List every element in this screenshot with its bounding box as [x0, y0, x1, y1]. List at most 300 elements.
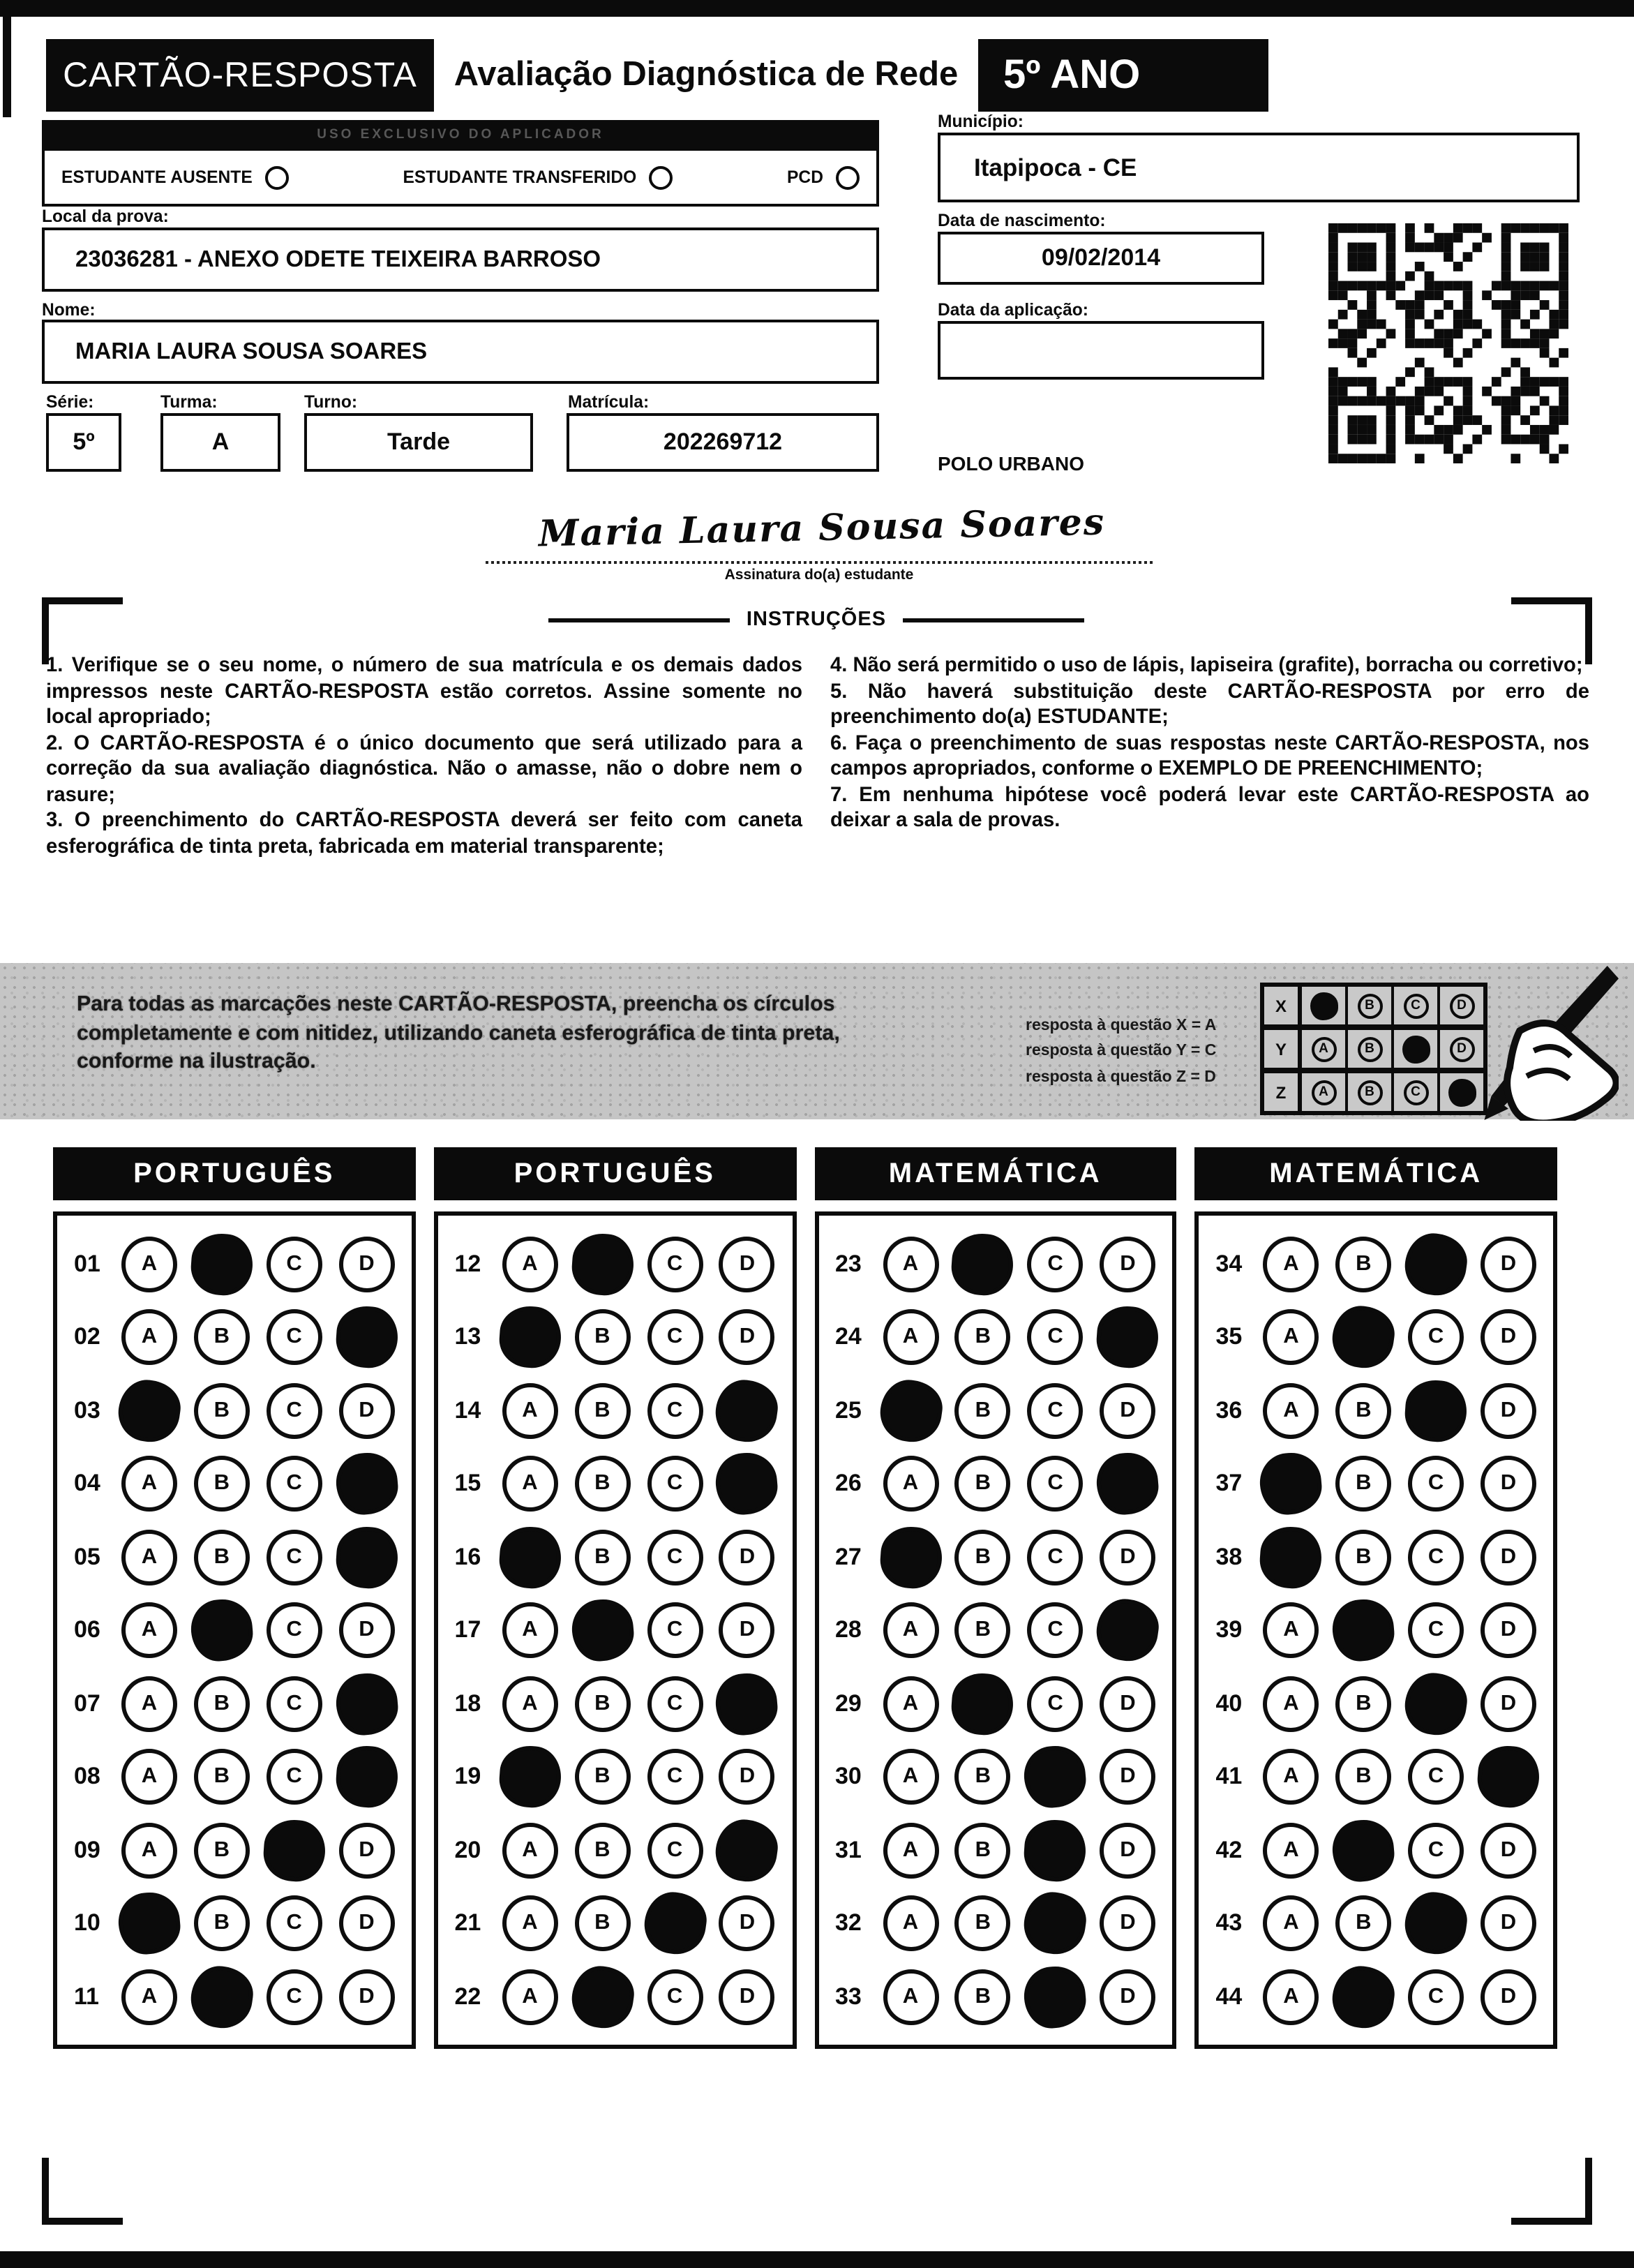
bubble-44-D[interactable]: D	[1481, 1969, 1536, 2024]
bubble-30-C[interactable]	[1022, 1743, 1088, 1810]
bubble-40-B[interactable]: B	[1335, 1676, 1391, 1731]
bubble-11-D[interactable]: D	[338, 1969, 394, 2024]
bubble-17-D[interactable]: D	[719, 1602, 775, 1658]
question-row	[438, 1382, 793, 1438]
bubble-group	[121, 1382, 395, 1438]
bubble-19-C[interactable]: C	[647, 1749, 703, 1805]
bubble-group	[121, 1309, 395, 1365]
bubble-13-A[interactable]	[497, 1304, 563, 1370]
bubble-03-D[interactable]: D	[338, 1382, 394, 1438]
question-number: 04	[74, 1470, 100, 1496]
bubble-21-A[interactable]: A	[502, 1895, 558, 1951]
bubble-37-D[interactable]: D	[1481, 1456, 1536, 1512]
example-question-label: X	[1264, 987, 1302, 1024]
aplicacao-value	[938, 321, 1264, 380]
bubble-38-D[interactable]: D	[1481, 1529, 1536, 1585]
bubble-01-C[interactable]: C	[267, 1236, 322, 1292]
bubble-30-D[interactable]: D	[1100, 1749, 1155, 1805]
bubble-group	[1264, 1309, 1537, 1365]
bubble-group	[883, 1676, 1156, 1731]
bubble-20-B[interactable]: B	[574, 1822, 630, 1878]
bubble-12-D[interactable]: D	[719, 1236, 775, 1292]
bubble-06-D[interactable]: D	[338, 1602, 394, 1658]
bubble-35-C[interactable]: C	[1408, 1309, 1464, 1365]
question-row	[57, 1456, 412, 1512]
hand-pen-illustration	[1407, 963, 1619, 1119]
bubble-33-B[interactable]: B	[955, 1969, 1011, 2024]
question-number: 43	[1215, 1909, 1243, 1936]
bubble-28-B[interactable]: B	[955, 1602, 1011, 1658]
bubble-44-C[interactable]: C	[1408, 1969, 1464, 2024]
polo-label: POLO URBANO	[938, 452, 1084, 475]
bubble-22-B[interactable]	[568, 1962, 637, 2031]
question-row	[438, 1822, 793, 1878]
question-row	[1199, 1382, 1554, 1438]
bubble-35-A[interactable]: A	[1264, 1309, 1319, 1365]
bubble-42-B[interactable]	[1331, 1816, 1397, 1883]
bubble-25-C[interactable]: C	[1028, 1382, 1084, 1438]
bubble-group	[502, 1529, 776, 1585]
bubble-28-D[interactable]	[1093, 1595, 1162, 1664]
question-row	[1199, 1676, 1554, 1731]
bubble-14-C[interactable]: C	[647, 1382, 703, 1438]
bubble-07-B[interactable]: B	[194, 1676, 250, 1731]
bubble-08-C[interactable]: C	[267, 1749, 322, 1805]
bubble-24-D[interactable]	[1095, 1304, 1160, 1370]
bubble-12-B[interactable]	[569, 1231, 635, 1297]
bubble-18-C[interactable]: C	[647, 1676, 703, 1731]
page-bracket-bottom-right	[1511, 2158, 1592, 2225]
subject-header: MATEMÁTICA	[1195, 1147, 1558, 1200]
bubble-34-C[interactable]	[1401, 1229, 1470, 1298]
bubble-group	[883, 1969, 1156, 2024]
question-number: 25	[835, 1396, 862, 1423]
bubble-23-A[interactable]: A	[883, 1236, 938, 1292]
bubble-41-B[interactable]: B	[1335, 1749, 1391, 1805]
bubble-group	[502, 1236, 776, 1292]
bubble-37-A[interactable]	[1258, 1450, 1324, 1516]
estudante-ausente-bubble[interactable]	[265, 165, 289, 189]
question-number: 35	[1215, 1323, 1243, 1350]
bubble-25-B[interactable]: B	[955, 1382, 1011, 1438]
bubble-group	[121, 1602, 395, 1658]
bubble-44-B[interactable]	[1329, 1962, 1398, 2031]
bubble-group	[883, 1236, 1156, 1292]
bubble-08-D[interactable]	[333, 1744, 399, 1810]
bubble-19-B[interactable]: B	[574, 1749, 630, 1805]
question-row	[818, 1969, 1173, 2024]
bubble-15-D[interactable]	[714, 1450, 780, 1516]
turno-label: Turno:	[304, 392, 358, 412]
bubble-43-B[interactable]: B	[1335, 1895, 1391, 1951]
bubble-06-A[interactable]: A	[121, 1602, 177, 1658]
bubble-11-B[interactable]	[187, 1962, 256, 2031]
bubble-04-A[interactable]: A	[121, 1456, 177, 1512]
bubble-37-B[interactable]: B	[1335, 1456, 1391, 1512]
question-number: 22	[454, 1983, 481, 2009]
bubble-24-B[interactable]: B	[955, 1309, 1011, 1365]
question-row	[818, 1749, 1173, 1805]
question-row	[818, 1382, 1173, 1438]
bubble-15-C[interactable]: C	[647, 1456, 703, 1512]
bubble-group	[502, 1822, 776, 1878]
bubble-41-C[interactable]: C	[1408, 1749, 1464, 1805]
bubble-41-D[interactable]	[1476, 1744, 1541, 1810]
bubble-36-B[interactable]: B	[1335, 1382, 1391, 1438]
example-grid-cell	[1302, 987, 1348, 1024]
bubble-29-B[interactable]	[950, 1671, 1016, 1736]
question-number: 40	[1215, 1689, 1243, 1716]
bubble-40-C[interactable]	[1401, 1669, 1470, 1738]
example-bubble-Y-B: B	[1357, 1036, 1382, 1061]
bubble-21-D[interactable]: D	[719, 1895, 775, 1951]
bubble-09-B[interactable]: B	[194, 1822, 250, 1878]
bubble-28-C[interactable]: C	[1028, 1602, 1084, 1658]
municipio-value: Itapipoca - CE	[938, 133, 1580, 202]
bubble-03-B[interactable]: B	[194, 1382, 250, 1438]
question-number: 18	[454, 1689, 481, 1716]
bubble-group	[502, 1676, 776, 1731]
nome-value: MARIA LAURA SOUSA SOARES	[42, 320, 879, 384]
bubble-10-D[interactable]: D	[338, 1895, 394, 1951]
bubble-07-C[interactable]: C	[267, 1676, 322, 1731]
bubble-31-A[interactable]: A	[883, 1822, 938, 1878]
bubble-19-D[interactable]: D	[719, 1749, 775, 1805]
question-number: 44	[1215, 1983, 1243, 2009]
bubble-27-C[interactable]: C	[1028, 1529, 1084, 1585]
bubble-18-A[interactable]: A	[502, 1676, 558, 1731]
bubble-24-C[interactable]: C	[1028, 1309, 1084, 1365]
bubble-16-D[interactable]: D	[719, 1529, 775, 1585]
bubble-group	[883, 1895, 1156, 1951]
title-rule-right	[903, 618, 1084, 622]
bubble-41-A[interactable]: A	[1264, 1749, 1319, 1805]
bubble-08-B[interactable]: B	[194, 1749, 250, 1805]
bubble-30-B[interactable]: B	[955, 1749, 1011, 1805]
bubble-01-A[interactable]: A	[121, 1236, 177, 1292]
bubble-02-B[interactable]: B	[194, 1309, 250, 1365]
answer-grid	[53, 1211, 416, 2049]
bubble-18-B[interactable]: B	[574, 1676, 630, 1731]
example-grid-cell	[1348, 1073, 1394, 1111]
bubble-07-D[interactable]	[333, 1670, 400, 1736]
bubble-35-D[interactable]: D	[1481, 1309, 1536, 1365]
bubble-37-C[interactable]: C	[1408, 1456, 1464, 1512]
left-registration-mark	[3, 17, 11, 117]
bubble-22-C[interactable]: C	[647, 1969, 703, 2024]
bubble-20-A[interactable]: A	[502, 1822, 558, 1878]
question-row	[57, 1749, 412, 1805]
question-row	[438, 1602, 793, 1658]
matricula-value: 202269712	[567, 413, 879, 472]
bubble-01-D[interactable]: D	[338, 1236, 394, 1292]
bubble-20-C[interactable]: C	[647, 1822, 703, 1878]
bubble-25-D[interactable]: D	[1100, 1382, 1155, 1438]
question-row	[1199, 1822, 1554, 1878]
bubble-13-D[interactable]: D	[719, 1309, 775, 1365]
bubble-34-A[interactable]: A	[1264, 1236, 1319, 1292]
bubble-14-A[interactable]: A	[502, 1382, 558, 1438]
instruction-item: 3. O preenchimento do CARTÃO-RESPOSTA deverá ser feito com caneta esferográfica de tinta preta, fabricada em material transparente;	[46, 810, 802, 858]
bubble-10-A[interactable]	[116, 1890, 182, 1956]
question-row	[438, 1456, 793, 1512]
bubble-09-D[interactable]: D	[338, 1822, 394, 1878]
bubble-38-B[interactable]: B	[1335, 1529, 1391, 1585]
bubble-11-A[interactable]: A	[121, 1969, 177, 2024]
bubble-04-B[interactable]: B	[194, 1456, 250, 1512]
bubble-10-B[interactable]: B	[194, 1895, 250, 1951]
instructions-body	[46, 653, 1589, 860]
bubble-group	[121, 1969, 395, 2024]
bubble-group	[883, 1749, 1156, 1805]
bubble-10-C[interactable]: C	[267, 1895, 322, 1951]
bubble-43-C[interactable]	[1401, 1888, 1470, 1957]
bubble-04-C[interactable]: C	[267, 1456, 322, 1512]
bubble-19-A[interactable]	[497, 1744, 563, 1810]
bubble-32-B[interactable]: B	[955, 1895, 1011, 1951]
bubble-38-C[interactable]: C	[1408, 1529, 1464, 1585]
bubble-35-B[interactable]	[1329, 1302, 1398, 1371]
bubble-33-A[interactable]: A	[883, 1969, 938, 2024]
bubble-13-B[interactable]: B	[574, 1309, 630, 1365]
bubble-08-A[interactable]: A	[121, 1749, 177, 1805]
question-number: 24	[835, 1323, 862, 1350]
bubble-38-A[interactable]	[1259, 1524, 1324, 1590]
bubble-20-D[interactable]	[712, 1815, 781, 1884]
question-number: 31	[835, 1836, 862, 1863]
bubble-09-A[interactable]: A	[121, 1822, 177, 1878]
bubble-31-B[interactable]: B	[955, 1822, 1011, 1878]
example-question-label: Y	[1264, 1030, 1302, 1068]
bubble-12-C[interactable]: C	[647, 1236, 703, 1292]
bubble-09-C[interactable]	[262, 1817, 327, 1883]
bubble-31-C[interactable]	[1023, 1817, 1088, 1883]
example-grid-cell	[1348, 1030, 1394, 1068]
bubble-12-A[interactable]: A	[502, 1236, 558, 1292]
bubble-26-B[interactable]: B	[955, 1456, 1011, 1512]
bubble-group	[1264, 1749, 1537, 1805]
nascimento-value: 09/02/2014	[938, 232, 1264, 285]
bubble-05-A[interactable]: A	[121, 1529, 177, 1585]
bubble-16-B[interactable]: B	[574, 1529, 630, 1585]
bubble-34-B[interactable]: B	[1335, 1236, 1391, 1292]
bubble-07-A[interactable]: A	[121, 1676, 177, 1731]
question-row	[1199, 1236, 1554, 1292]
bubble-group	[121, 1529, 395, 1585]
status-row	[42, 148, 879, 207]
bubble-26-D[interactable]	[1095, 1450, 1161, 1516]
question-row	[1199, 1895, 1554, 1951]
bubble-26-A[interactable]: A	[883, 1456, 938, 1512]
bubble-group	[502, 1969, 776, 2024]
question-number: 27	[835, 1543, 862, 1569]
bubble-42-A[interactable]: A	[1264, 1822, 1319, 1878]
bubble-27-D[interactable]: D	[1100, 1529, 1155, 1585]
bubble-06-B[interactable]	[188, 1597, 255, 1663]
question-number: 37	[1215, 1470, 1243, 1496]
bubble-28-A[interactable]: A	[883, 1602, 938, 1658]
question-number: 02	[74, 1323, 100, 1350]
bubble-36-D[interactable]: D	[1481, 1382, 1536, 1438]
pcd-bubble[interactable]	[836, 165, 860, 189]
signature-line[interactable]	[486, 561, 1153, 564]
bubble-40-D[interactable]: D	[1481, 1676, 1536, 1731]
bubble-02-A[interactable]: A	[121, 1309, 177, 1365]
bubble-15-A[interactable]: A	[502, 1456, 558, 1512]
question-number: 10	[74, 1909, 100, 1936]
bubble-18-D[interactable]	[714, 1670, 780, 1736]
bubble-group	[1264, 1456, 1537, 1512]
question-number: 19	[454, 1763, 481, 1789]
question-number: 42	[1215, 1836, 1243, 1863]
bubble-39-A[interactable]: A	[1264, 1602, 1319, 1658]
question-number: 21	[454, 1909, 481, 1936]
question-row	[1199, 1309, 1554, 1365]
bubble-31-D[interactable]: D	[1100, 1822, 1155, 1878]
question-number: 11	[74, 1983, 99, 2009]
bubble-44-A[interactable]: A	[1264, 1969, 1319, 2024]
bubble-23-B[interactable]	[950, 1231, 1016, 1297]
instructions-left-column	[46, 653, 802, 860]
question-row	[57, 1676, 412, 1731]
bubble-27-B[interactable]: B	[955, 1529, 1011, 1585]
bubble-36-C[interactable]	[1403, 1378, 1469, 1443]
bubble-15-B[interactable]: B	[574, 1456, 630, 1512]
header	[46, 39, 1268, 112]
estudante-transferido-label: ESTUDANTE TRANSFERIDO	[403, 167, 637, 187]
pcd-option	[787, 165, 860, 189]
bubble-32-D[interactable]: D	[1100, 1895, 1155, 1951]
bubble-04-D[interactable]	[333, 1450, 400, 1516]
bubble-group	[883, 1309, 1156, 1365]
bubble-43-D[interactable]: D	[1481, 1895, 1536, 1951]
bubble-40-A[interactable]: A	[1264, 1676, 1319, 1731]
subject-header: PORTUGUÊS	[53, 1147, 416, 1200]
answer-column-matematica-2	[1195, 1147, 1558, 2049]
question-row	[438, 1529, 793, 1585]
bubble-23-D[interactable]: D	[1100, 1236, 1155, 1292]
bubble-group	[502, 1749, 776, 1805]
bubble-17-C[interactable]: C	[647, 1602, 703, 1658]
bubble-39-C[interactable]: C	[1408, 1602, 1464, 1658]
bubble-14-B[interactable]: B	[574, 1382, 630, 1438]
estudante-ausente-label: ESTUDANTE AUSENTE	[61, 167, 253, 187]
question-number: 08	[74, 1763, 100, 1789]
bubble-24-A[interactable]: A	[883, 1309, 938, 1365]
municipio-label: Município:	[938, 112, 1024, 131]
bubble-23-C[interactable]: C	[1028, 1236, 1084, 1292]
bubble-06-C[interactable]: C	[267, 1602, 322, 1658]
bubble-01-B[interactable]	[189, 1231, 255, 1297]
bubble-33-C[interactable]	[1022, 1963, 1088, 2029]
question-number: 06	[74, 1616, 100, 1643]
bubble-32-C[interactable]	[1021, 1888, 1090, 1957]
bubble-02-C[interactable]: C	[267, 1309, 322, 1365]
bubble-39-D[interactable]: D	[1481, 1602, 1536, 1658]
bubble-05-C[interactable]: C	[267, 1529, 322, 1585]
bubble-25-A[interactable]	[876, 1375, 945, 1445]
example-bubble-X-A	[1310, 992, 1337, 1020]
bubble-14-D[interactable]	[712, 1375, 781, 1445]
page-bracket-bottom-left	[42, 2158, 123, 2225]
question-number: 20	[454, 1836, 481, 1863]
bubble-group	[121, 1676, 395, 1731]
bubble-36-A[interactable]: A	[1264, 1382, 1319, 1438]
question-row	[818, 1676, 1173, 1731]
bubble-17-A[interactable]: A	[502, 1602, 558, 1658]
bubble-34-D[interactable]: D	[1481, 1236, 1536, 1292]
bubble-group	[1264, 1529, 1537, 1585]
question-number: 12	[454, 1250, 481, 1276]
bubble-group	[121, 1822, 395, 1878]
bubble-05-D[interactable]	[333, 1524, 399, 1590]
bubble-16-C[interactable]: C	[647, 1529, 703, 1585]
instruction-item: 4. Não será permitido o uso de lápis, lapiseira (grafite), borracha ou corretivo;	[830, 655, 1583, 677]
bubble-26-C[interactable]: C	[1028, 1456, 1084, 1512]
question-row	[818, 1895, 1173, 1951]
bubble-16-A[interactable]	[497, 1524, 563, 1590]
answer-grid	[1195, 1211, 1558, 2049]
question-number: 30	[835, 1763, 862, 1789]
question-row	[818, 1822, 1173, 1878]
bubble-03-C[interactable]: C	[267, 1382, 322, 1438]
legend-line: resposta à questão Z = D	[1026, 1068, 1216, 1086]
question-number: 09	[74, 1836, 100, 1863]
question-number: 13	[454, 1323, 481, 1350]
bubble-29-C[interactable]: C	[1028, 1676, 1084, 1731]
bubble-21-C[interactable]	[640, 1888, 709, 1957]
bubble-group	[883, 1382, 1156, 1438]
bubble-02-D[interactable]	[333, 1304, 399, 1370]
bubble-29-A[interactable]: A	[883, 1676, 938, 1731]
qr-code	[1328, 223, 1568, 463]
legend-line: resposta à questão X = A	[1026, 1017, 1217, 1034]
bubble-30-A[interactable]: A	[883, 1749, 938, 1805]
example-bubble-Y-A: A	[1311, 1036, 1336, 1061]
bubble-13-C[interactable]: C	[647, 1309, 703, 1365]
estudante-transferido-bubble[interactable]	[649, 165, 673, 189]
turno-value: Tarde	[304, 413, 533, 472]
question-number: 15	[454, 1470, 481, 1496]
question-row	[57, 1529, 412, 1585]
bubble-03-A[interactable]	[114, 1375, 183, 1445]
bubble-32-A[interactable]: A	[883, 1895, 938, 1951]
example-bubble-X-C: C	[1403, 993, 1428, 1018]
bubble-29-D[interactable]: D	[1100, 1676, 1155, 1731]
bubble-17-B[interactable]	[569, 1597, 636, 1663]
bubble-42-C[interactable]: C	[1408, 1822, 1464, 1878]
bubble-22-D[interactable]: D	[719, 1969, 775, 2024]
bubble-43-A[interactable]: A	[1264, 1895, 1319, 1951]
bubble-11-C[interactable]: C	[267, 1969, 322, 2024]
bubble-group	[1264, 1236, 1537, 1292]
question-row	[438, 1749, 793, 1805]
bubble-22-A[interactable]: A	[502, 1969, 558, 2024]
bubble-21-B[interactable]: B	[574, 1895, 630, 1951]
bubble-42-D[interactable]: D	[1481, 1822, 1536, 1878]
bottom-registration-bar	[0, 2251, 1634, 2268]
bubble-05-B[interactable]: B	[194, 1529, 250, 1585]
bubble-27-A[interactable]	[878, 1524, 943, 1590]
answer-column-portugues-2	[434, 1147, 797, 2049]
nome-label: Nome:	[42, 300, 96, 320]
instruction-item: 7. Em nenhuma hipótese você poderá levar este CARTÃO-RESPOSTA ao deixar a sala de provas.	[830, 784, 1589, 833]
bubble-39-B[interactable]	[1331, 1597, 1397, 1663]
bubble-33-D[interactable]: D	[1100, 1969, 1155, 2024]
question-row	[1199, 1969, 1554, 2024]
serie-label: Série:	[46, 392, 94, 412]
bubble-group	[502, 1456, 776, 1512]
